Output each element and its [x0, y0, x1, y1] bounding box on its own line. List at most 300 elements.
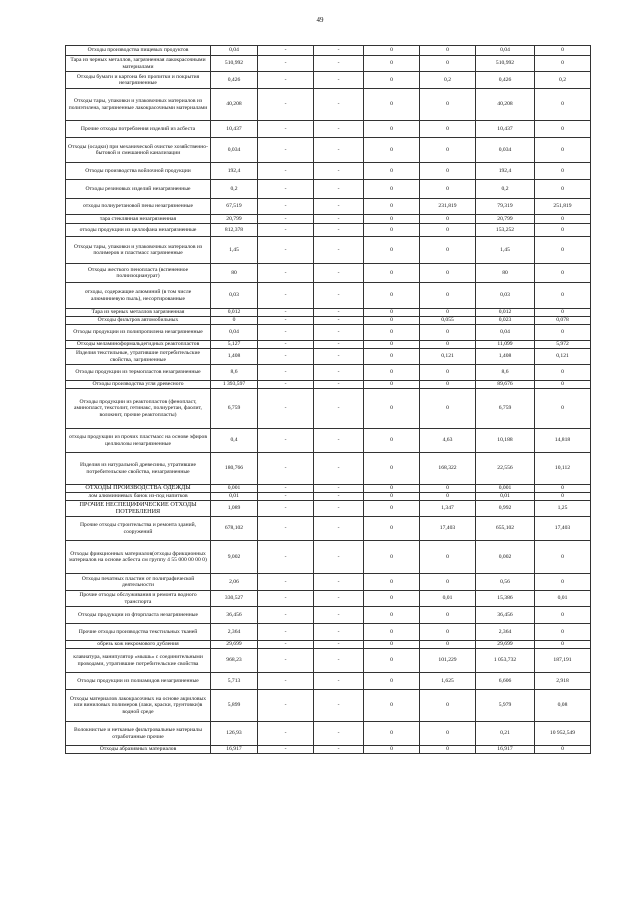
value-cell: 0,012	[211, 309, 258, 317]
value-cell: 0	[364, 541, 420, 574]
waste-name-cell: Отходы печатных пластин от полиграфической деятельности	[66, 574, 211, 591]
waste-name-cell: Прочие отходы производства текстильных тканей	[66, 624, 211, 641]
value-cell: -	[314, 389, 364, 429]
value-cell: -	[314, 493, 364, 501]
value-cell: 40,208	[476, 89, 535, 121]
value-cell: 10,112	[535, 453, 591, 485]
waste-name-cell: Прочие отходы потребления изделий из асбеста	[66, 121, 211, 138]
value-cell: 0	[364, 365, 420, 381]
table-row	[66, 283, 591, 309]
value-cell: 5,979	[476, 690, 535, 722]
value-cell: -	[314, 453, 364, 485]
value-cell: -	[258, 381, 314, 389]
table-row	[66, 89, 591, 121]
value-cell: 20,799	[476, 215, 535, 224]
value-cell: -	[258, 341, 314, 349]
value-cell: 1,25	[535, 501, 591, 517]
value-cell: 0	[364, 746, 420, 754]
value-cell: 29,699	[211, 641, 258, 649]
value-cell: 8,6	[211, 365, 258, 381]
value-cell: -	[314, 690, 364, 722]
value-cell: -	[258, 72, 314, 89]
value-cell: 0	[364, 389, 420, 429]
value-cell: 5,127	[211, 341, 258, 349]
value-cell: 5,972	[535, 341, 591, 349]
value-cell: -	[258, 199, 314, 215]
value-cell: 0	[364, 121, 420, 138]
value-cell: 0	[535, 283, 591, 309]
value-cell: 0,002	[476, 541, 535, 574]
value-cell: 0,01	[420, 591, 476, 607]
value-cell: 0	[420, 365, 476, 381]
value-cell: -	[258, 237, 314, 264]
value-cell: 0	[535, 163, 591, 180]
value-cell: -	[258, 215, 314, 224]
value-cell: 0,01	[211, 493, 258, 501]
value-cell: 0	[535, 264, 591, 283]
table-row	[66, 72, 591, 89]
table-row	[66, 199, 591, 215]
table-row	[66, 215, 591, 224]
value-cell: 101,229	[420, 649, 476, 673]
value-cell: -	[258, 389, 314, 429]
value-cell: 0	[364, 381, 420, 389]
value-cell: 0	[364, 641, 420, 649]
table-row	[66, 365, 591, 381]
waste-name-cell: Тара из черных металлов, загрязненная лакокрасочными материалами	[66, 56, 211, 72]
value-cell: -	[314, 429, 364, 453]
value-cell: -	[314, 317, 364, 325]
value-cell: 0	[364, 72, 420, 89]
value-cell: 0	[420, 341, 476, 349]
value-cell: 0,023	[476, 317, 535, 325]
value-cell: 11,099	[476, 341, 535, 349]
value-cell: -	[314, 180, 364, 199]
value-cell: 0	[535, 224, 591, 237]
value-cell: 251,819	[535, 199, 591, 215]
value-cell: 1 053,732	[476, 649, 535, 673]
value-cell: 0	[535, 574, 591, 591]
value-cell: 0	[420, 224, 476, 237]
value-cell: 0	[364, 138, 420, 163]
waste-name-cell: Отходы материалов лакокрасочных на основе акриловых или виниловых полимеров (лаки, краски, грунтовки)в водной среде	[66, 690, 211, 722]
waste-name-cell: отходы продукции из прочих пластмасс на основе эфиров целлюлозы незагрязненные	[66, 429, 211, 453]
table-row	[66, 746, 591, 754]
value-cell: 0	[535, 746, 591, 754]
table-row	[66, 541, 591, 574]
value-cell: -	[258, 541, 314, 574]
table-row	[66, 591, 591, 607]
value-cell: -	[314, 746, 364, 754]
value-cell: -	[258, 453, 314, 485]
value-cell: 0	[364, 215, 420, 224]
value-cell: 0	[535, 381, 591, 389]
value-cell: 231,819	[420, 199, 476, 215]
value-cell: 0,04	[211, 46, 258, 56]
value-cell: 0,2	[211, 180, 258, 199]
table-row	[66, 325, 591, 341]
value-cell: -	[258, 501, 314, 517]
page-number: 49	[316, 16, 324, 24]
value-cell: 0	[420, 485, 476, 493]
value-cell: 812,378	[211, 224, 258, 237]
value-cell: 0,034	[476, 138, 535, 163]
value-cell: 2,918	[535, 673, 591, 690]
value-cell: 0	[420, 283, 476, 309]
value-cell: 0	[364, 722, 420, 746]
value-cell: 0	[420, 163, 476, 180]
value-cell: 0	[535, 493, 591, 501]
value-cell: 510,992	[476, 56, 535, 72]
value-cell: 0	[364, 690, 420, 722]
value-cell: -	[314, 89, 364, 121]
value-cell: 5,713	[211, 673, 258, 690]
waste-name-cell: отходы, содержащие алюминий (в том числе алюминиевую пыль), несортированные	[66, 283, 211, 309]
value-cell: -	[314, 199, 364, 215]
value-cell: -	[258, 641, 314, 649]
value-cell: 330,527	[211, 591, 258, 607]
value-cell: 0	[535, 389, 591, 429]
value-cell: 0	[420, 237, 476, 264]
value-cell: 0,04	[211, 325, 258, 341]
value-cell: 0	[420, 722, 476, 746]
value-cell: -	[258, 56, 314, 72]
value-cell: 0	[364, 574, 420, 591]
value-cell: -	[258, 649, 314, 673]
waste-table	[65, 45, 591, 754]
value-cell: -	[258, 624, 314, 641]
waste-name-cell: Отходы продукции из фторпласта незагрязненные	[66, 607, 211, 624]
table-row	[66, 673, 591, 690]
waste-name-cell: тара стеклянная незагрязненная	[66, 215, 211, 224]
table-row	[66, 517, 591, 541]
value-cell: -	[258, 325, 314, 341]
value-cell: 0	[535, 56, 591, 72]
value-cell: 0	[364, 309, 420, 317]
table-row	[66, 624, 591, 641]
table-row	[66, 309, 591, 317]
value-cell: 168,322	[420, 453, 476, 485]
value-cell: -	[314, 138, 364, 163]
value-cell: 1 393,597	[211, 381, 258, 389]
value-cell: 0,04	[476, 325, 535, 341]
value-cell: 2,06	[211, 574, 258, 591]
value-cell: -	[314, 591, 364, 607]
value-cell: -	[314, 517, 364, 541]
table-row	[66, 341, 591, 349]
value-cell: 0	[420, 121, 476, 138]
value-cell: -	[258, 317, 314, 325]
value-cell: -	[258, 493, 314, 501]
value-cell: 0	[535, 309, 591, 317]
value-cell: 17,403	[535, 517, 591, 541]
value-cell: 0,078	[535, 317, 591, 325]
waste-name-cell: Изделия текстильные, утратившие потребительские свойства, загрязненные	[66, 349, 211, 365]
waste-name-cell: Отходы производства войлочной продукции	[66, 163, 211, 180]
value-cell: -	[314, 46, 364, 56]
value-cell: 16,917	[211, 746, 258, 754]
value-cell: 0	[364, 199, 420, 215]
waste-name-cell: Отходы производства пищевых продуктов	[66, 46, 211, 56]
waste-table-body	[66, 46, 591, 754]
value-cell: 0,055	[420, 317, 476, 325]
value-cell: 153,252	[476, 224, 535, 237]
value-cell: 79,319	[476, 199, 535, 215]
value-cell: 0	[535, 485, 591, 493]
value-cell: 2,364	[211, 624, 258, 641]
waste-name-cell: Отходы продукции из термопластов незагрязненные	[66, 365, 211, 381]
value-cell: 0	[364, 429, 420, 453]
value-cell: 0	[420, 541, 476, 574]
value-cell: 2,364	[476, 624, 535, 641]
waste-name-cell: Отходы производства угля древесного	[66, 381, 211, 389]
waste-name-cell: отходы полиуретановой пены незагрязненные	[66, 199, 211, 215]
value-cell: 0	[420, 624, 476, 641]
value-cell: 0,121	[420, 349, 476, 365]
table-row	[66, 501, 591, 517]
table-row	[66, 46, 591, 56]
value-cell: 0	[364, 453, 420, 485]
value-cell: 0	[364, 224, 420, 237]
value-cell: 1,408	[476, 349, 535, 365]
waste-name-cell: Прочие отходы обслуживания и ремонта водного транспорта	[66, 591, 211, 607]
value-cell: 0	[364, 237, 420, 264]
value-cell: 40,208	[211, 89, 258, 121]
waste-name-cell: Отходы жесткого пенопласта (вспененное полиизоцианурат)	[66, 264, 211, 283]
value-cell: 6,759	[476, 389, 535, 429]
waste-name-cell: Отходы бумаги и картона без пропитки и покрытия незагрязненные	[66, 72, 211, 89]
value-cell: 0	[364, 649, 420, 673]
value-cell: -	[258, 46, 314, 56]
table-row	[66, 485, 591, 493]
waste-name-cell: клавиатура, манипулятор «мышь» с соединительными проводами, утратившие потребительские свойства	[66, 649, 211, 673]
value-cell: -	[314, 365, 364, 381]
value-cell: 0	[420, 574, 476, 591]
table-row	[66, 690, 591, 722]
value-cell: 0	[364, 517, 420, 541]
value-cell: -	[314, 72, 364, 89]
value-cell: 1,347	[420, 501, 476, 517]
table-row	[66, 180, 591, 199]
value-cell: 0,034	[211, 138, 258, 163]
value-cell: 0,03	[211, 283, 258, 309]
value-cell: 0,04	[476, 46, 535, 56]
value-cell: 0,08	[535, 690, 591, 722]
value-cell: 0	[420, 89, 476, 121]
value-cell: 0	[420, 56, 476, 72]
value-cell: 0,2	[420, 72, 476, 89]
value-cell: 0	[211, 317, 258, 325]
value-cell: 126,93	[211, 722, 258, 746]
value-cell: 0	[535, 138, 591, 163]
value-cell: -	[258, 485, 314, 493]
value-cell: 1,45	[476, 237, 535, 264]
value-cell: -	[314, 341, 364, 349]
value-cell: 0,4	[211, 429, 258, 453]
value-cell: 0,001	[211, 485, 258, 493]
waste-name-cell: Отходы (осадки) при механической очистке хозяйственно-бытовой и смешанной канализации	[66, 138, 211, 163]
value-cell: -	[314, 163, 364, 180]
table-row	[66, 641, 591, 649]
value-cell: 0,012	[476, 309, 535, 317]
waste-name-cell: Отходы фрикционных материалов(отходы фрикционных материалов на основе асбеста см группу 4 55 000 00 00 0)	[66, 541, 211, 574]
value-cell: -	[314, 56, 364, 72]
waste-name-cell: Прочие отходы строительства и ремонта зданий, сооружений	[66, 517, 211, 541]
value-cell: -	[258, 517, 314, 541]
value-cell: 80	[211, 264, 258, 283]
table-row	[66, 574, 591, 591]
value-cell: 6,759	[211, 389, 258, 429]
value-cell: 0	[420, 641, 476, 649]
value-cell: 0	[535, 607, 591, 624]
value-cell: -	[258, 89, 314, 121]
table-row	[66, 264, 591, 283]
value-cell: 0,21	[476, 722, 535, 746]
value-cell: 5,899	[211, 690, 258, 722]
table-row	[66, 607, 591, 624]
table-row	[66, 163, 591, 180]
waste-name-cell: Тара из черных металлов загрязненная	[66, 309, 211, 317]
value-cell: -	[314, 722, 364, 746]
table-row	[66, 389, 591, 429]
value-cell: -	[258, 180, 314, 199]
value-cell: 1,625	[420, 673, 476, 690]
value-cell: -	[314, 325, 364, 341]
value-cell: 22,556	[476, 453, 535, 485]
table-row	[66, 138, 591, 163]
value-cell: 0	[535, 121, 591, 138]
value-cell: 8,6	[476, 365, 535, 381]
value-cell: 0	[364, 341, 420, 349]
value-cell: 36,456	[476, 607, 535, 624]
value-cell: -	[314, 264, 364, 283]
value-cell: 10,437	[211, 121, 258, 138]
value-cell: 0	[364, 493, 420, 501]
value-cell: -	[314, 624, 364, 641]
value-cell: 0	[420, 493, 476, 501]
waste-name-cell: Отходы фильтров автомобильных	[66, 317, 211, 325]
waste-name-cell: Отходы меламиноформальдегидных реактопластов	[66, 341, 211, 349]
value-cell: 0	[535, 365, 591, 381]
value-cell: -	[314, 237, 364, 264]
value-cell: 0	[420, 264, 476, 283]
waste-name-cell: Отходы тары, упаковки и упаковочных материалов из полиэтилена, загрязненные лакокрасочными материалами	[66, 89, 211, 121]
value-cell: 16,917	[476, 746, 535, 754]
value-cell: 0	[364, 56, 420, 72]
value-cell: 0	[364, 283, 420, 309]
value-cell: 0	[364, 607, 420, 624]
value-cell: 192,4	[476, 163, 535, 180]
value-cell: 0,992	[476, 501, 535, 517]
table-row	[66, 649, 591, 673]
value-cell: 0	[364, 349, 420, 365]
value-cell: -	[258, 121, 314, 138]
value-cell: 0	[535, 325, 591, 341]
value-cell: 0	[364, 325, 420, 341]
table-row	[66, 56, 591, 72]
waste-name-cell: Волокнистые и нетканые фильтровальные материалы отработанные прочие	[66, 722, 211, 746]
value-cell: -	[314, 349, 364, 365]
value-cell: 4,63	[420, 429, 476, 453]
value-cell: 14,818	[535, 429, 591, 453]
waste-name-cell: Отходы тары, упаковки и упаковочных материалов из полимеров и пластмасс загрязненные	[66, 237, 211, 264]
waste-name-cell: Отходы продукции из реактопластов (фенопласт, аминопласт, текстолит, гетинакс, полиуретан, фаолит, волокнит, прочие реактопласты)	[66, 389, 211, 429]
value-cell: 10 952,549	[535, 722, 591, 746]
value-cell: -	[258, 264, 314, 283]
value-cell: -	[314, 121, 364, 138]
value-cell: -	[314, 541, 364, 574]
waste-name-cell: Изделия из натуральной древесины, утратившие потребительские свойства, незагрязненные	[66, 453, 211, 485]
value-cell: 0	[364, 501, 420, 517]
table-row	[66, 237, 591, 264]
value-cell: 0,01	[535, 591, 591, 607]
value-cell: 0	[364, 89, 420, 121]
value-cell: 0	[364, 317, 420, 325]
waste-name-cell: Отходы продукции из полиамидов незагрязненные	[66, 673, 211, 690]
value-cell: 36,456	[211, 607, 258, 624]
value-cell: -	[314, 283, 364, 309]
value-cell: 6,606	[476, 673, 535, 690]
table-row	[66, 349, 591, 365]
value-cell: 0	[535, 215, 591, 224]
value-cell: 0	[420, 389, 476, 429]
waste-name-cell: ОТХОДЫ ПРОИЗВОДСТВА ОДЕЖДЫ	[66, 485, 211, 493]
value-cell: 0,426	[211, 72, 258, 89]
value-cell: 0	[535, 180, 591, 199]
value-cell: -	[314, 501, 364, 517]
value-cell: -	[314, 309, 364, 317]
value-cell: -	[314, 607, 364, 624]
value-cell: -	[258, 349, 314, 365]
value-cell: 0	[535, 89, 591, 121]
value-cell: 0,001	[476, 485, 535, 493]
waste-name-cell: обрезь кож некромового дубления	[66, 641, 211, 649]
value-cell: 89,676	[476, 381, 535, 389]
value-cell: 180,766	[211, 453, 258, 485]
value-cell: 0	[535, 641, 591, 649]
value-cell: -	[314, 381, 364, 389]
value-cell: 0	[535, 46, 591, 56]
table-row	[66, 317, 591, 325]
value-cell: -	[258, 673, 314, 690]
waste-name-cell: Отходы резиновых изделий незагрязненные	[66, 180, 211, 199]
value-cell: 0	[420, 138, 476, 163]
value-cell: -	[314, 215, 364, 224]
value-cell: 1,089	[211, 501, 258, 517]
value-cell: 655,102	[476, 517, 535, 541]
value-cell: 0	[535, 237, 591, 264]
value-cell: 0	[364, 264, 420, 283]
table-row	[66, 224, 591, 237]
value-cell: -	[258, 690, 314, 722]
value-cell: 1,408	[211, 349, 258, 365]
value-cell: 0,03	[476, 283, 535, 309]
table-row	[66, 381, 591, 389]
value-cell: 0	[535, 541, 591, 574]
value-cell: 0	[420, 325, 476, 341]
value-cell: 510,992	[211, 56, 258, 72]
value-cell: 9,002	[211, 541, 258, 574]
value-cell: 0	[420, 381, 476, 389]
value-cell: 0,121	[535, 349, 591, 365]
value-cell: 0,56	[476, 574, 535, 591]
table-row	[66, 722, 591, 746]
value-cell: 0	[420, 180, 476, 199]
value-cell: 0	[364, 624, 420, 641]
waste-name-cell: ПРОЧИЕ НЕСПЕЦИФИЧЕСКИЕ ОТХОДЫ ПОТРЕБЛЕНИЯ	[66, 501, 211, 517]
value-cell: -	[314, 485, 364, 493]
value-cell: 67,519	[211, 199, 258, 215]
